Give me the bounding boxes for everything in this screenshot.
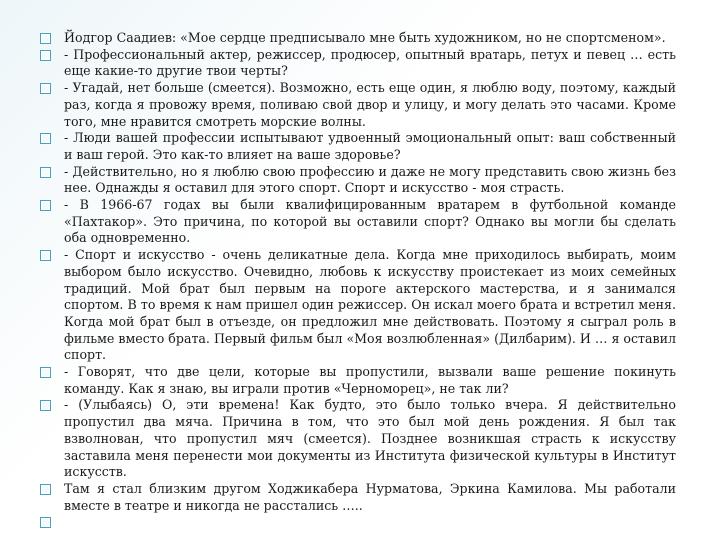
paragraph-5 — [40, 164, 676, 197]
paragraph-11-empty — [40, 514, 676, 531]
paragraph-text: - В 1966-67 годах вы были квалифицированным вратарем в футбольной команде «Пахтакор». Это причина, по которой вы оставили спорт? Однако вы могли бы сделать оба одновременно. — [64, 197, 676, 246]
paragraph-6 — [40, 197, 676, 247]
paragraph-text: Йодгор Саадиев: «Мое сердце предписывало мне быть художником, но не спортсменом». — [64, 30, 666, 45]
paragraph-text: - Говорят, что две цели, которые вы пропустили, вызвали ваше решение покинуть команду. Как я знаю, вы играли против «Черноморец», не так ли? — [64, 364, 676, 396]
paragraph-3 — [40, 80, 676, 130]
paragraph-text: - Угадай, нет больше (смеется). Возможно, есть еще один, я люблю воду, поэтому, каждый раз, когда я провожу время, поливаю свой двор и улицу, и могу делать это часами. Кроме того, мне нравится смотреть морские волны. — [64, 80, 676, 129]
bullet-square-icon — [40, 367, 51, 378]
bullet-square-icon — [40, 33, 51, 44]
paragraph-4 — [40, 130, 676, 163]
paragraph-text: Там я стал близким другом Ходжикабера Нурматова, Эркина Камилова. Мы работали вместе в театре и никогда не расстались ….. — [64, 480, 676, 513]
bullet-square-icon — [40, 167, 51, 178]
bullet-square-icon — [40, 400, 51, 411]
paragraph-text: - Люди вашей профессии испытывают удвоенный эмоциональный опыт: ваш собственный и ваш герой. Это как-то влияет на ваше здоровье? — [64, 130, 676, 162]
bullet-square-icon — [40, 133, 51, 144]
paragraph-2 — [40, 47, 676, 80]
paragraph-text: - (Улыбаясь) О, эти времена! Как будто, это было только вчера. Я действительно пропустил два мяча. Причина в том, что это был мой день рождения. Я был так взволнован, что пропустил мяч (смеется). Позднее возникшая страсть к искусству заставила меня перенести мои документы из Института физической культуры в Институт искусств. — [64, 397, 676, 480]
paragraph-9 — [40, 397, 676, 481]
paragraph-10 — [40, 481, 676, 514]
paragraph-8 — [40, 364, 676, 397]
paragraph-7 — [40, 247, 676, 364]
bullet-square-icon — [40, 517, 51, 528]
paragraph-text: - Профессиональный актер, режиссер, продюсер, опытный вратарь, петух и певец … есть еще какие-то другие твои черты? — [64, 46, 676, 79]
interview-text — [40, 30, 676, 531]
bullet-square-icon — [40, 200, 51, 211]
paragraph-text: - Действительно, но я люблю свою профессию и даже не могу представить свою жизнь без нее. Однажды я оставил для этого спорт. Спорт и искусство - моя страсть. — [64, 163, 676, 196]
bullet-square-icon — [40, 83, 51, 94]
bullet-square-icon — [40, 50, 51, 61]
paragraph-text — [64, 514, 676, 531]
bullet-square-icon — [40, 484, 51, 495]
bullet-square-icon — [40, 250, 51, 261]
paragraph-text: - Спорт и искусство - очень деликатные дела. Когда мне приходилось выбирать, моим выбором было искусство. Очевидно, любовь к искусству проистекает из моих семейных традиций. Мой брат был первым на пороге актерского мастерства, и я занимался спортом. В то время к нам пришел один режиссер. Он искал моего брата и встретил меня. Когда мой брат был в отъезде, он предложил мне действовать. Поэтому я сыграл роль в фильме вместо брата. Первый фильм был «Моя возлюбленная» (Дилбарим). И … я оставил спорт. — [64, 247, 677, 363]
paragraph-1 — [40, 30, 676, 47]
